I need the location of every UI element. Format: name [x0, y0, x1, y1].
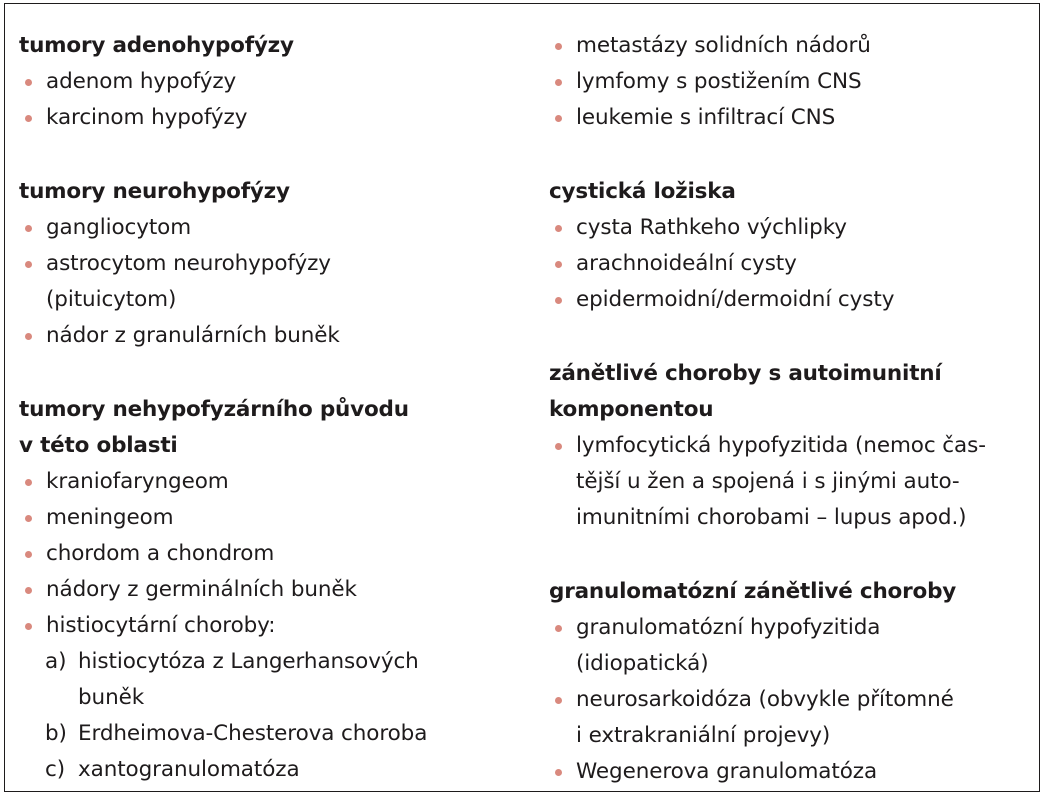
bullet-icon [25, 551, 32, 558]
list-item [19, 464, 519, 500]
bullet-icon [25, 515, 32, 522]
bullet-icon [25, 479, 32, 486]
item-line: (idiopatická) [576, 651, 709, 676]
bullet-icon [555, 443, 562, 450]
item-list [19, 210, 519, 354]
heading-line: tumory adenohypofýzy [19, 33, 294, 58]
item-line: neurosarkoidóza (obvykle přítomné [576, 687, 954, 712]
item-line: arachnoideální cysty [576, 251, 797, 276]
list-item [549, 210, 1029, 246]
item-line: meningeom [46, 505, 174, 530]
item-line: xantogranulomatóza [78, 757, 300, 782]
item-list [549, 428, 1029, 536]
item-line: leukemie s infiltrací CNS [576, 105, 836, 130]
list-item [549, 682, 1029, 754]
section-adenohypofyza [19, 28, 519, 136]
bullet-icon [555, 625, 562, 632]
item-line: Wegenerova granulomatóza [576, 759, 878, 784]
item-line: karcinom hypofýzy [46, 105, 248, 130]
bullet-icon [555, 261, 562, 268]
item-list [549, 210, 1029, 318]
bullet-icon [25, 225, 32, 232]
item-line: tější u žen a spojená i s jinými auto- [576, 469, 960, 494]
item-line: chordom a chondrom [46, 541, 275, 566]
sub-item [19, 752, 519, 788]
bullet-icon [555, 697, 562, 704]
section-heading [19, 174, 519, 210]
item-line: adenom hypofýzy [46, 69, 237, 94]
bullet-icon [555, 297, 562, 304]
right-column [549, 28, 1029, 790]
list-item [549, 28, 1029, 64]
section-autoimunitni [549, 356, 1029, 536]
item-line: i extrakraniální projevy) [576, 723, 831, 748]
section-heading [549, 574, 1029, 610]
item-line: nádor z granulárních buněk [46, 323, 340, 348]
item-line: kraniofaryngeom [46, 469, 229, 494]
bullet-icon [555, 225, 562, 232]
list-item [19, 246, 519, 318]
section-heading [549, 356, 1029, 428]
item-list [19, 64, 519, 136]
bullet-icon [25, 623, 32, 630]
bullet-icon [555, 769, 562, 776]
item-line: lymfocytická hypofyzitida (nemoc čas- [576, 433, 986, 458]
list-item [549, 246, 1029, 282]
heading-line: cystická ložiska [549, 179, 736, 204]
list-item [19, 64, 519, 100]
item-line: metastázy solidních nádorů [576, 33, 871, 58]
list-item [549, 64, 1029, 100]
list-item [19, 536, 519, 572]
list-item [19, 500, 519, 536]
item-line: epidermoidní/dermoidní cysty [576, 287, 895, 312]
heading-line: tumory neurohypofýzy [19, 179, 290, 204]
list-item [19, 100, 519, 136]
section-granulomatozni [549, 574, 1029, 790]
bullet-icon [25, 115, 32, 122]
bullet-icon [25, 79, 32, 86]
item-line: nádory z germinálních buněk [46, 577, 357, 602]
item-line: gangliocytom [46, 215, 192, 240]
bullet-icon [555, 115, 562, 122]
list-item [19, 572, 519, 608]
bullet-icon [25, 587, 32, 594]
section-metastazy [549, 28, 1029, 136]
list-item [549, 428, 1029, 536]
item-line: cysta Rathkeho výchlipky [576, 215, 847, 240]
bullet-icon [555, 43, 562, 50]
sub-item-letter: a) [45, 649, 67, 674]
section-neurohypofyza [19, 174, 519, 354]
item-line: histiocytóza z Langerhansových [78, 649, 419, 674]
item-line: lymfomy s postižením CNS [576, 69, 862, 94]
list-item [19, 318, 519, 354]
item-line: histiocytární choroby: [46, 613, 276, 638]
list-item [549, 100, 1029, 136]
heading-line: v této oblasti [19, 433, 178, 458]
item-line: astrocytom neurohypofýzy [46, 251, 331, 276]
item-line: buněk [78, 685, 145, 710]
sub-item-letter: c) [45, 757, 66, 782]
heading-line: zánětlivé choroby s autoimunitní [549, 361, 942, 386]
list-item [549, 754, 1029, 790]
left-column [19, 28, 519, 788]
item-line: (pituicytom) [46, 287, 177, 312]
item-list [549, 610, 1029, 790]
section-cysticka-loziska [549, 174, 1029, 318]
item-line: granulomatózní hypofyzitida [576, 615, 881, 640]
heading-line: komponentou [549, 397, 714, 422]
section-heading [19, 28, 519, 64]
sub-list [19, 644, 519, 788]
table-frame [4, 3, 1040, 792]
list-item [19, 210, 519, 246]
sub-item [19, 716, 519, 752]
list-item [19, 608, 519, 644]
sub-item-letter: b) [45, 721, 67, 746]
list-item [549, 282, 1029, 318]
list-item [549, 610, 1029, 682]
bullet-icon [555, 79, 562, 86]
bullet-icon [25, 261, 32, 268]
item-list [19, 464, 519, 644]
item-line: imunitními chorobami – lupus apod.) [576, 505, 967, 530]
item-list [549, 28, 1029, 136]
section-nehypofyzarni [19, 392, 519, 788]
section-heading [19, 392, 519, 464]
sub-item [19, 644, 519, 716]
heading-line: tumory nehypofyzárního původu [19, 397, 409, 422]
bullet-icon [25, 333, 32, 340]
item-line: Erdheimova-Chesterova choroba [78, 721, 428, 746]
section-heading [549, 174, 1029, 210]
heading-line: granulomatózní zánětlivé choroby [549, 579, 957, 604]
